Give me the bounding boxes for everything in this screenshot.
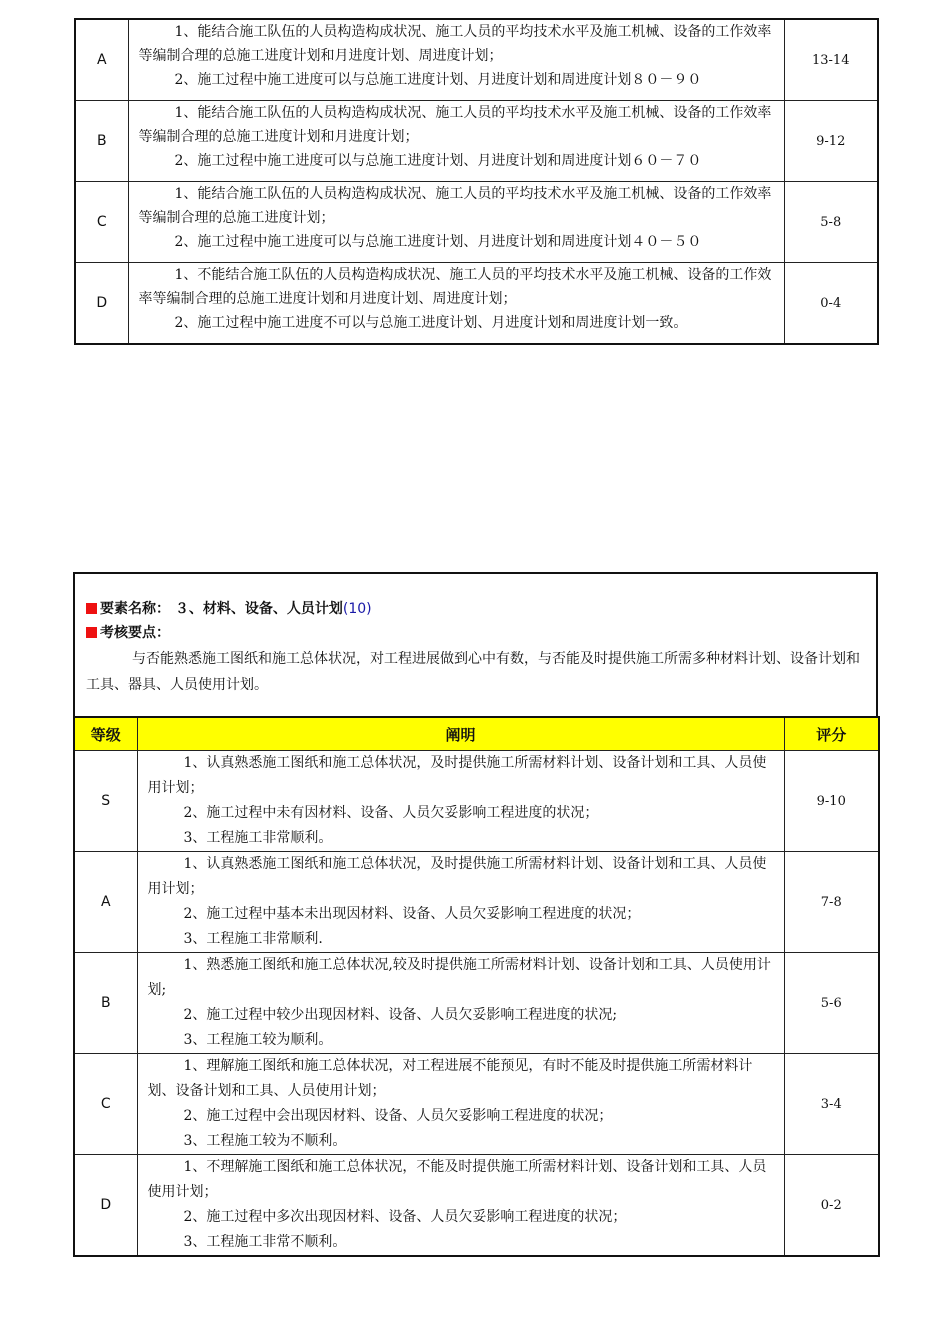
grade-cell: S (74, 751, 137, 852)
description-cell (137, 852, 784, 953)
header-grade: 等级 (74, 717, 137, 751)
description-line: 2、施工过程中基本未出现因材料、设备、人员欠妥影响工程进度的状况； (183, 906, 641, 922)
description-line: 2、施工过程中较少出现因材料、设备、人员欠妥影响工程进度的状况; (183, 1007, 618, 1023)
description-line: 1、认真熟悉施工图纸和施工总体状况，及时提供施工所需材料计划、设备计划和工具、人员使用计划； (147, 755, 767, 796)
description-line: 1、理解施工图纸和施工总体状况，对工程进展不能预见，有时不能及时提供施工所需材料计划、设备计划和工具、人员使用计划； (147, 1058, 753, 1099)
top-table-body (75, 19, 878, 344)
score-cell: 9-10 (784, 751, 879, 852)
key-points-line (86, 622, 170, 642)
description-line: 2、施工过程中多次出现因材料、设备、人员欠妥影响工程进度的状况； (183, 1209, 627, 1225)
grade-cell: D (75, 263, 128, 345)
description-cell (128, 101, 784, 182)
grade-cell: A (75, 19, 128, 101)
table-row (75, 101, 878, 182)
description-cell (128, 19, 784, 101)
key-points-text: 与否能熟悉施工图纸和施工总体状况，对工程进展做到心中有数，与否能及时提供施工所需多种材料计划、设备计划和工具、器具、人员使用计划。 (86, 651, 860, 693)
score-cell: 9-12 (784, 101, 878, 182)
score-cell: 0-2 (784, 1155, 879, 1257)
grade-cell: B (75, 101, 128, 182)
description-line: 3、工程施工较为顺利。 (183, 1032, 333, 1048)
key-points-label: 考核要点： (100, 625, 170, 641)
table-header-row (74, 717, 879, 751)
grade-cell: C (75, 182, 128, 263)
description-line: 1、能结合施工队伍的人员构造构成状况、施工人员的平均技术水平及施工机械、设备的工作效率等编制合理的总施工进度计划和月进度计划、周进度计划； (138, 24, 772, 64)
description-line: 2、施工过程中施工进度可以与总施工进度计划、月进度计划和周进度计划４０－５０ (174, 234, 702, 250)
header-desc: 阐明 (137, 717, 784, 751)
table-row (74, 1054, 879, 1155)
description-line: 1、能结合施工队伍的人员构造构成状况、施工人员的平均技术水平及施工机械、设备的工作效率等编制合理的总施工进度计划和月进度计划； (138, 105, 772, 145)
grade-cell: B (74, 953, 137, 1054)
bottom-grading-table (73, 716, 880, 1257)
description-line: 1、熟悉施工图纸和施工总体状况,较及时提供施工所需材料计划、设备计划和工具、人员使用计划; (147, 957, 771, 998)
score-cell: 0-4 (784, 263, 878, 345)
element-name-line (86, 598, 372, 618)
description-line: 3、工程施工较为不顺利。 (183, 1133, 347, 1149)
table-row (74, 852, 879, 953)
grade-cell: D (74, 1155, 137, 1257)
description-line: 3、工程施工非常顺利. (183, 931, 323, 947)
description-cell (137, 1054, 784, 1155)
element-header-box (73, 572, 878, 718)
description-line: 3、工程施工非常不顺利。 (183, 1234, 347, 1250)
table-row (74, 751, 879, 852)
description-line: 2、施工过程中施工进度可以与总施工进度计划、月进度计划和周进度计划６０－７０ (174, 153, 702, 169)
grade-cell: A (74, 852, 137, 953)
description-line: 1、不理解施工图纸和施工总体状况，不能及时提供施工所需材料计划、设备计划和工具、人员使用计划； (147, 1159, 767, 1200)
red-square-icon (86, 627, 97, 638)
header-score: 评分 (784, 717, 879, 751)
description-line: 3、工程施工非常顺利。 (183, 830, 333, 846)
table-row (75, 19, 878, 101)
bottom-table-body (74, 717, 879, 1256)
score-cell: 13-14 (784, 19, 878, 101)
element-points: (10) (342, 601, 372, 617)
description-cell (137, 1155, 784, 1257)
table-row (74, 1155, 879, 1257)
description-line: 2、施工过程中施工进度可以与总施工进度计划、月进度计划和周进度计划８０－９０ (174, 72, 702, 88)
table-row (75, 263, 878, 345)
description-line: 2、施工过程中未有因材料、设备、人员欠妥影响工程进度的状况； (183, 805, 599, 821)
description-line: 2、施工过程中会出现因材料、设备、人员欠妥影响工程进度的状况； (183, 1108, 613, 1124)
table-row (75, 182, 878, 263)
element-name: ３、材料、设备、人员计划 (174, 601, 343, 617)
element-label: 要素名称： (100, 601, 170, 617)
grade-cell: C (74, 1054, 137, 1155)
red-square-icon (86, 603, 97, 614)
description-cell (137, 953, 784, 1054)
score-cell: 5-8 (784, 182, 878, 263)
description-cell (137, 751, 784, 852)
table-row (74, 953, 879, 1054)
score-cell: 3-4 (784, 1054, 879, 1155)
description-line: 2、施工过程中施工进度不可以与总施工进度计划、月进度计划和周进度计划一致。 (174, 315, 688, 331)
description-cell (128, 263, 784, 345)
description-cell (128, 182, 784, 263)
top-grading-table (74, 18, 879, 345)
score-cell: 7-8 (784, 852, 879, 953)
score-cell: 5-6 (784, 953, 879, 1054)
description-line: 1、能结合施工队伍的人员构造构成状况、施工人员的平均技术水平及施工机械、设备的工作效率等编制合理的总施工进度计划； (138, 186, 772, 226)
description-line: 1、认真熟悉施工图纸和施工总体状况，及时提供施工所需材料计划、设备计划和工具、人员使用计划； (147, 856, 767, 897)
description-line: 1、不能结合施工队伍的人员构造构成状况、施工人员的平均技术水平及施工机械、设备的工作效率等编制合理的总施工进度计划和月进度计划、周进度计划； (138, 267, 772, 307)
